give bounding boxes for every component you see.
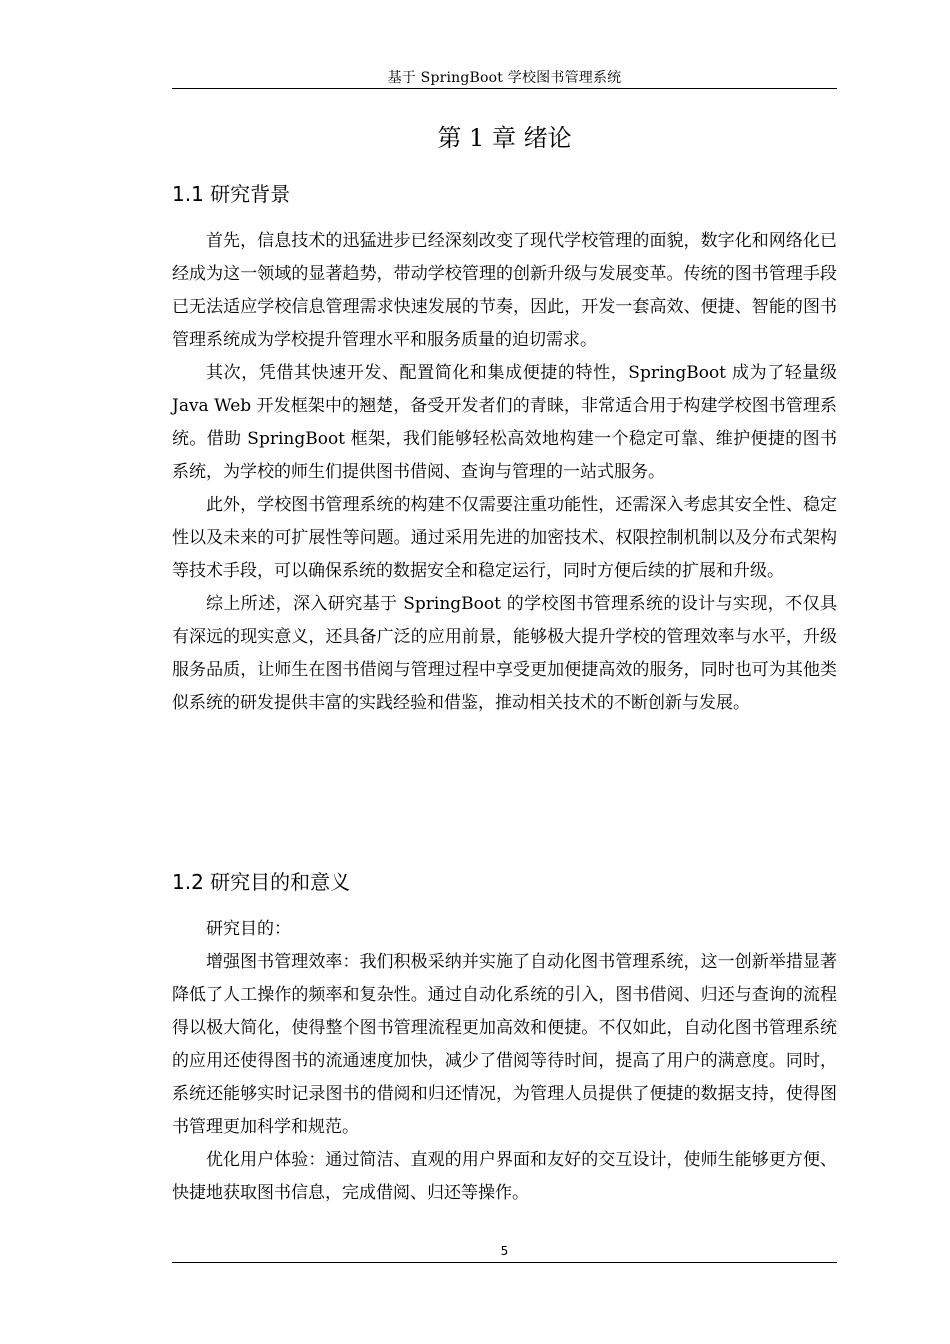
paragraph: 首先，信息技术的迅猛进步已经深刻改变了现代学校管理的面貌，数字化和网络化已经成为这一领域的显著趋势，带动学校管理的创新升级与发展变革。传统的图书管理手段已无法适应学校信息管理需求快速发展的节奏，因此，开发一套高效、便捷、智能的图书管理系统成为学校提升管理水平和服务质量的迫切需求。: [172, 231, 837, 350]
section-1-2-body: [172, 913, 837, 1210]
section-heading-1-1: 1.1 研究背景: [172, 182, 291, 206]
section-1-1-body: [172, 225, 837, 720]
running-header: 基于 SpringBoot 学校图书管理系统: [387, 70, 622, 86]
paragraph: 综上所述，深入研究基于 SpringBoot 的学校图书管理系统的设计与实现，不仅具有深远的现实意义，还具备广泛的应用前景，能够极大提升学校的管理效率与水平，升级服务品质，让师生在图书借阅与管理过程中享受更加便捷高效的服务，同时也可为其他类似系统的研发提供丰富的实践经验和借鉴，推动相关技术的不断创新与发展。: [172, 594, 837, 713]
paragraph: 增强图书管理效率：我们积极采纳并实施了自动化图书管理系统，这一创新举措显著降低了人工操作的频率和复杂性。通过自动化系统的引入，图书借阅、归还与查询的流程得以极大简化，使得整个图书管理流程更加高效和便捷。不仅如此，自动化图书管理系统的应用还使得图书的流通速度加快，减少了借阅等待时间，提高了用户的满意度。同时，系统还能够实时记录图书的借阅和归还情况，为管理人员提供了便捷的数据支持，使得图书管理更加科学和规范。: [172, 952, 837, 1137]
header-rule: [172, 88, 837, 89]
chapter-title: 第 1 章 绪论: [437, 124, 572, 152]
page-number: 5: [500, 1244, 509, 1258]
paragraph: 优化用户体验：通过简洁、直观的用户界面和友好的交互设计，使师生能够更方便、快捷地获取图书信息，完成借阅、归还等操作。: [172, 1150, 837, 1203]
section-heading-1-2: 1.2 研究目的和意义: [172, 870, 351, 894]
paragraph: 研究目的：: [206, 919, 291, 939]
footer-rule: [172, 1262, 837, 1263]
paragraph: 此外，学校图书管理系统的构建不仅需要注重功能性，还需深入考虑其安全性、稳定性以及未来的可扩展性等问题。通过采用先进的加密技术、权限控制机制以及分布式架构等技术手段，可以确保系统的数据安全和稳定运行，同时方便后续的扩展和升级。: [172, 495, 837, 581]
paragraph: 其次，凭借其快速开发、配置简化和集成便捷的特性，SpringBoot 成为了轻量级 Java Web 开发框架中的翘楚，备受开发者们的青睐，非常适合用于构建学校图书管理系统。借助 SpringBoot 框架，我们能够轻松高效地构建一个稳定可靠、维护便捷的图书系统，为学校的师生们提供图书借阅、查询与管理的一站式服务。: [172, 363, 837, 482]
